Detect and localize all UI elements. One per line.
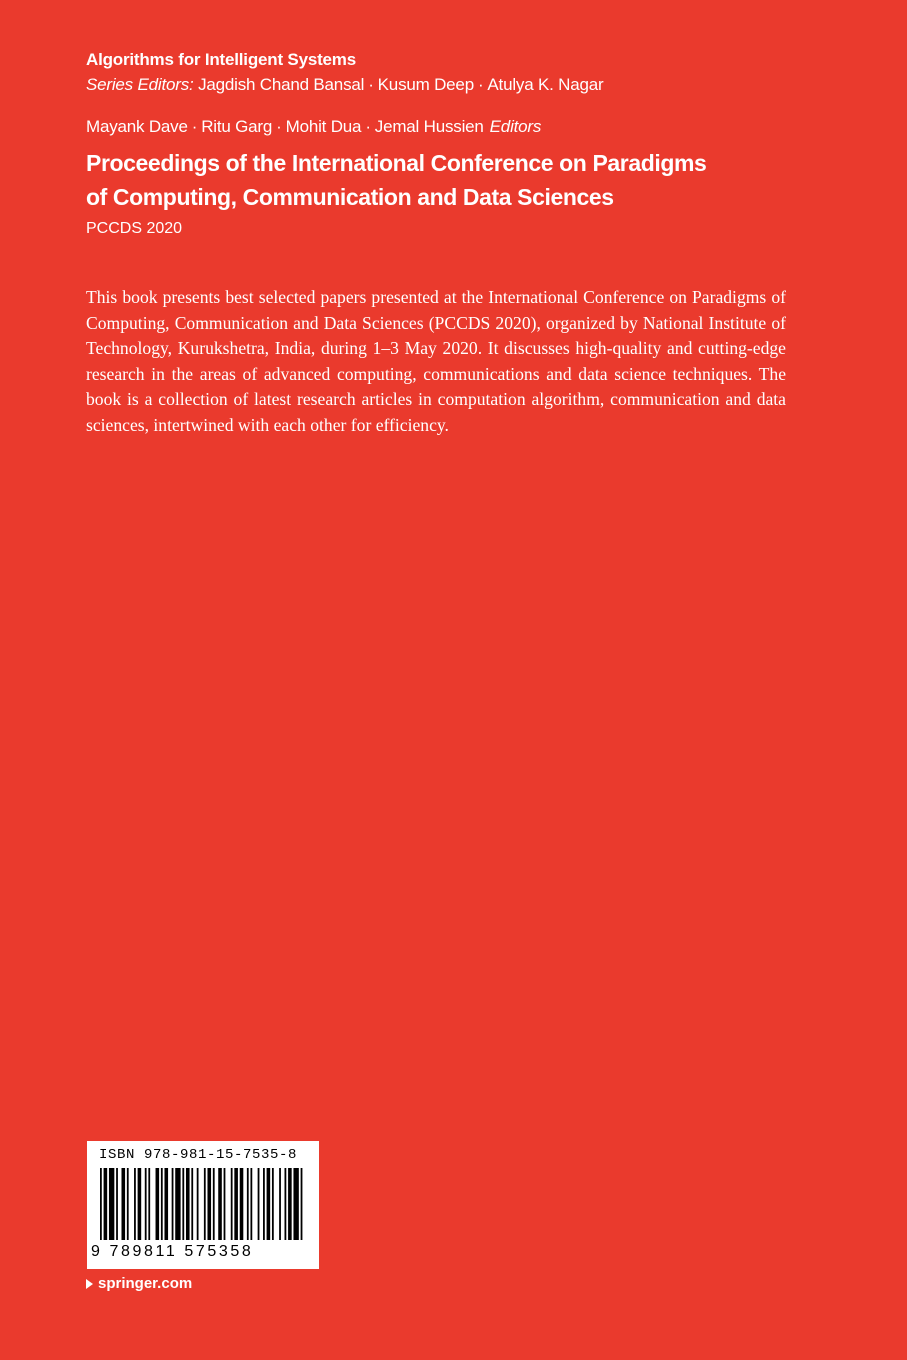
barcode-bar	[204, 1168, 206, 1240]
barcode-bar	[234, 1168, 238, 1240]
barcode-bar	[197, 1168, 199, 1240]
series-editor: Jagdish Chand Bansal	[198, 75, 365, 94]
barcode-bar	[263, 1168, 265, 1240]
barcode-bar	[224, 1168, 226, 1240]
series-block	[86, 48, 846, 98]
barcode-bar	[116, 1168, 118, 1240]
volume-editor: Mohit Dua	[285, 117, 362, 136]
book-title-line-2: of Computing, Communication and Data Sciences	[86, 184, 614, 210]
volume-editor: Jemal Hussien	[374, 117, 484, 136]
isbn-barcode-box	[87, 1141, 319, 1269]
barcode-bar	[109, 1168, 114, 1240]
barcode-bar	[267, 1168, 271, 1240]
barcode-bar	[121, 1168, 125, 1240]
barcode-bar	[258, 1168, 260, 1240]
barcode-bar	[231, 1168, 233, 1240]
series-editor: Atulya K. Nagar	[487, 75, 604, 94]
publisher-link[interactable]	[86, 1275, 192, 1292]
barcode-bar	[207, 1168, 211, 1240]
barcode-bar	[175, 1168, 180, 1240]
barcode-bar	[272, 1168, 274, 1240]
barcode-bar	[218, 1168, 222, 1240]
barcode-bar	[138, 1168, 142, 1240]
barcode-bar	[148, 1168, 150, 1240]
barcode-bar	[293, 1168, 298, 1240]
barcode-bar	[100, 1168, 102, 1240]
barcode-digits: 9 789811 575358	[91, 1243, 254, 1260]
barcode-bar	[104, 1168, 108, 1240]
series-editor: Kusum Deep	[377, 75, 474, 94]
barcode-bar	[164, 1168, 168, 1240]
book-description: This book presents best selected papers presented at the International Conference on Paradigms of Computing, Communication and Data Sciences (PCCDS 2020), organized by National Institute of Technology, Kurukshetra, India, during 1–3 May 2020. It discusses high-quality and cutting-edge research in the areas of advanced computing, communications and data science techniques. The book is a collection of latest research articles in computation algorithm, communication and data sciences, intertwined with each other for efficiency.	[86, 287, 786, 435]
series-editors-lead: Series Editors:	[86, 75, 194, 94]
barcode-bar	[279, 1168, 281, 1240]
arrow-right-icon	[86, 1279, 93, 1289]
barcode-bar	[156, 1168, 160, 1240]
barcode-bar	[301, 1168, 303, 1240]
book-title	[86, 146, 846, 214]
barcode-bar	[161, 1168, 163, 1240]
volume-editors: Mayank Dave · Ritu Garg · Mohit Dua · Jemal Hussien Editors	[86, 117, 542, 136]
barcode-bar	[250, 1168, 252, 1240]
series-title: Algorithms for Intelligent Systems	[86, 50, 356, 69]
barcode-bar	[247, 1168, 249, 1240]
book-title-line-1: Proceedings of the International Conference on Paradigms	[86, 150, 707, 176]
barcode-bar	[134, 1168, 136, 1240]
barcode-bar	[285, 1168, 287, 1240]
isbn-label: ISBN 978-981-15-7535-8	[99, 1147, 298, 1163]
volume-block	[86, 114, 846, 242]
book-subtitle: PCCDS 2020	[86, 220, 183, 237]
barcode-bar	[186, 1168, 190, 1240]
editors-role: Editors	[489, 117, 542, 136]
publisher-url[interactable]: springer.com	[98, 1275, 193, 1292]
barcode-bar	[240, 1168, 244, 1240]
series-editors: Series Editors: Jagdish Chand Bansal · Kusum Deep · Atulya K. Nagar	[86, 75, 604, 94]
barcode-bar	[213, 1168, 215, 1240]
barcode-bar	[288, 1168, 292, 1240]
barcode-bar	[127, 1168, 129, 1240]
barcode-bar	[182, 1168, 184, 1240]
volume-editor: Mayank Dave	[86, 117, 188, 136]
barcode-icon	[100, 1168, 306, 1240]
barcode-bar	[145, 1168, 147, 1240]
volume-editor: Ritu Garg	[201, 117, 273, 136]
barcode-bar	[191, 1168, 193, 1240]
barcode-bar	[172, 1168, 174, 1240]
